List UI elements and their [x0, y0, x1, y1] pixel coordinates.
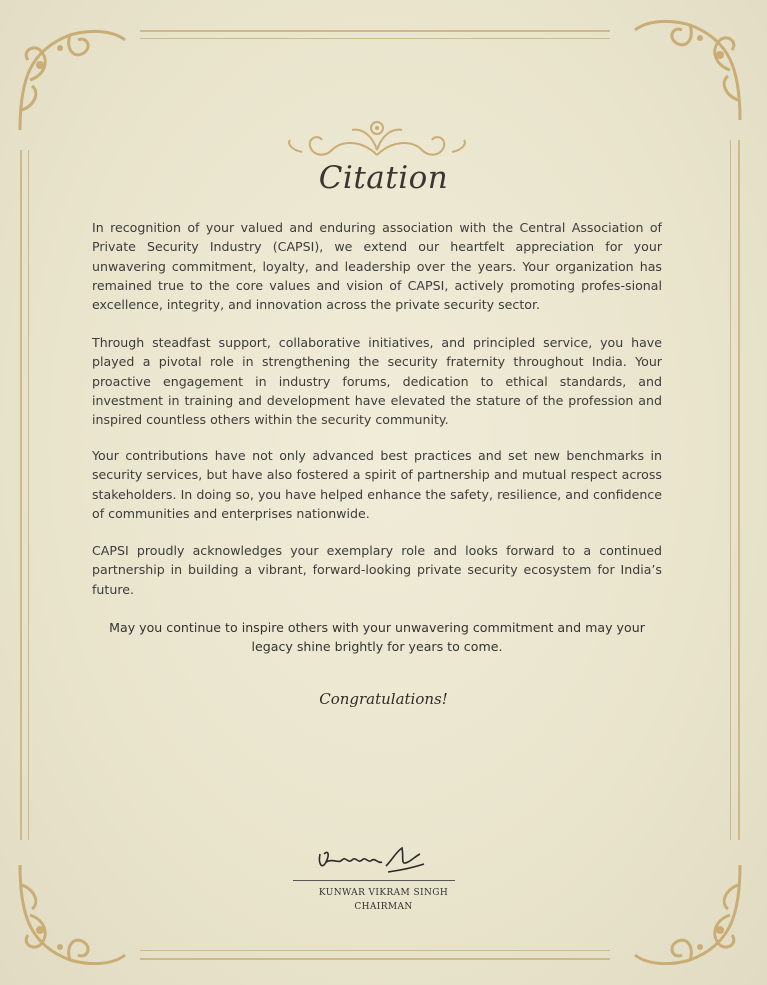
corner-ornament-top-right-icon — [630, 10, 750, 130]
closing-line: May you continue to inspire others with your unwavering commitment and may your legacy shine brightly for years to come. — [109, 620, 645, 655]
signature-line — [293, 880, 455, 881]
corner-ornament-top-left-icon — [10, 20, 130, 140]
corner-ornament-bottom-right-icon — [630, 855, 750, 975]
bottom-border-rule — [140, 958, 610, 960]
bottom-border-rule-inner — [140, 950, 610, 951]
left-border-rule-inner — [28, 150, 29, 840]
signer-name: KUNWAR VIKRAM SINGH — [318, 888, 449, 898]
paragraph-acknowledgement: CAPSI proudly acknowledges your exemplary role and looks forward to a continued partnership in building a vibrant, forward-looking private security ecosystem for India’s future. — [92, 543, 662, 597]
certificate-title: Citation — [318, 160, 449, 196]
right-border-rule — [738, 140, 740, 840]
paragraph-recognition: In recognition of your valued and enduring association with the Central Association of Private Security Industry (CAPSI), we extend our heartfelt appreciation for your unwavering commitment, loyalty, and leadership over the years. Your organization has remained true to the core values and vision of CAPSI, actively promoting profes-sional excellence, integrity, and innovation across the private security sector. — [92, 220, 662, 313]
top-border-rule-inner — [140, 38, 610, 39]
left-border-rule — [20, 150, 22, 840]
signature-icon — [312, 840, 432, 880]
right-border-rule-inner — [730, 140, 731, 840]
paragraph-contributions: Your contributions have not only advanced best practices and set new benchmarks in security services, but have also fostered a spirit of partnership and mutual respect across stakeholders. In doing so, you have helped enhance the safety, resilience, and confidence of communities and enterprises nationwide. — [92, 448, 662, 521]
signer-title: CHAIRMAN — [354, 902, 413, 912]
paragraph-support: Through steadfast support, collaborative initiatives, and principled service, you have played a pivotal role in strengthening the security fraternity throughout India. Your proactive engagement in industry forums, dedication to ethical standards, and investment in training and development have elevated the stature of the profession and inspired countless others within the security community. — [92, 335, 662, 428]
congratulations-text: Congratulations! — [319, 690, 448, 708]
top-border-rule — [140, 30, 610, 32]
corner-ornament-bottom-left-icon — [10, 855, 130, 975]
